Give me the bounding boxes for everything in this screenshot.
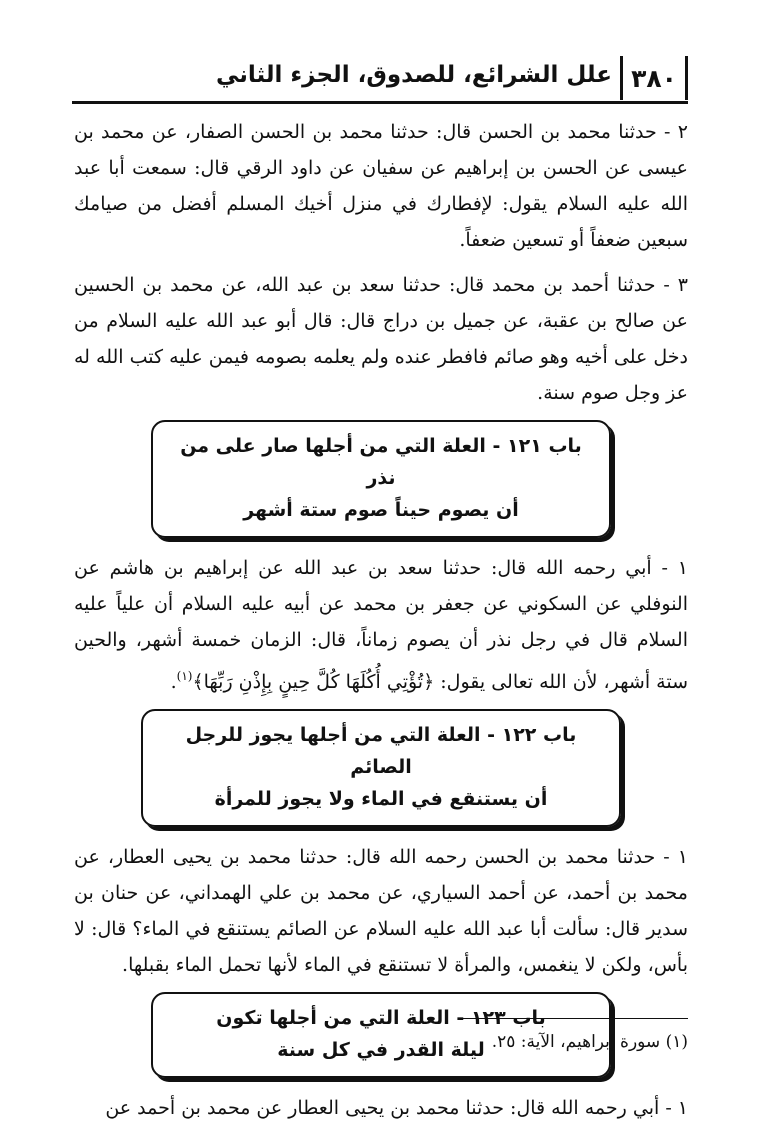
- chapter-heading-line: باب ١٢٢ - العلة التي من أجلها يجوز للرجل الصائم: [185, 724, 577, 778]
- chapter-heading-line: أن يصوم حيناً صوم ستة أشهر: [243, 499, 519, 521]
- hadith-paragraph: ١ - حدثنا محمد بن الحسن رحمه الله قال: حدثنا محمد بن يحيى العطار، عن محمد بن أحمد، عن أحمد السياري، عن محمد بن علي الهمداني، عن حنان بن سدير قال: سألت أبا عبد الله عليه السلام عن الصائم يستنقع في الماء؟ قال: لا بأس، ولكن لا ينغمس، والمرأة لا تستنقع في الماء لأنها تحمل الماء بقبلها.: [74, 846, 688, 976]
- chapter-heading-line: أن يستنقع في الماء ولا يجوز للمرأة: [214, 788, 548, 810]
- hadith-paragraph: ٢ - حدثنا محمد بن الحسن قال: حدثنا محمد بن الحسن الصفار، عن محمد بن عيسى عن الحسن بن إبراهيم عن سفيان عن داود الرقي قال: سمعت أبا عبد الله عليه السلام يقول: لإفطارك في منزل أخيك المسلم أفضل من صيامك سبعين ضعفاً أو تسعين ضعفاً.: [74, 121, 688, 251]
- page-body: [74, 114, 688, 1135]
- footnote-rule: [458, 1018, 688, 1019]
- chapter-heading-line: باب ١٢١ - العلة التي من أجلها صار على من نذر: [180, 435, 582, 489]
- hadith-paragraph: ٣ - حدثنا أحمد بن محمد قال: حدثنا سعد بن عبد الله، عن محمد بن الحسين عن صالح بن عقبة، عن جميل بن دراج قال: قال أبو عبد الله عليه السلام من دخل على أخيه وهو صائم فافطر عنده ولم يعلمه بصومه فيمن عليه كتب الله له عز وجل صوم سنة.: [74, 274, 688, 404]
- header-rule: [72, 101, 688, 104]
- footnote-reference: (١): [176, 669, 193, 683]
- chapter-heading-line: ليلة القدر في كل سنة: [277, 1039, 485, 1061]
- chapter-heading-line: باب ١٢٣ - العلة التي من أجلها تكون: [216, 1007, 546, 1029]
- page-number: ٣٨٠: [620, 56, 688, 100]
- footnote: (١) سورة إبراهيم، الآية: ٢٥.: [491, 1032, 688, 1052]
- page-header: [72, 50, 688, 104]
- hadith-paragraph: ١ - أبي رحمه الله قال: حدثنا سعد بن عبد الله عن إبراهيم بن هاشم عن النوفلي عن السكوني عن جعفر بن محمد عن أبيه عليه السلام أن علياً عليه السلام قال في رجل نذر أن يصوم زماناً، قال: الزمان خمسة أشهر، والحين ستة أشهر، لأن الله تعالى يقول: ﴿تُؤْتِي أُكُلَهَا كُلَّ حِينٍ بِإِذْنِ رَبِّهَا﴾$^{(١)}$.: [74, 557, 688, 693]
- chapter-heading-121: [151, 420, 611, 538]
- running-title: علل الشرائع، للصدوق، الجزء الثاني: [215, 62, 612, 88]
- hadith-paragraph: ١ - أبي رحمه الله قال: حدثنا محمد بن يحيى العطار عن محمد بن أحمد عن: [105, 1097, 688, 1119]
- chapter-heading-122: [141, 709, 621, 827]
